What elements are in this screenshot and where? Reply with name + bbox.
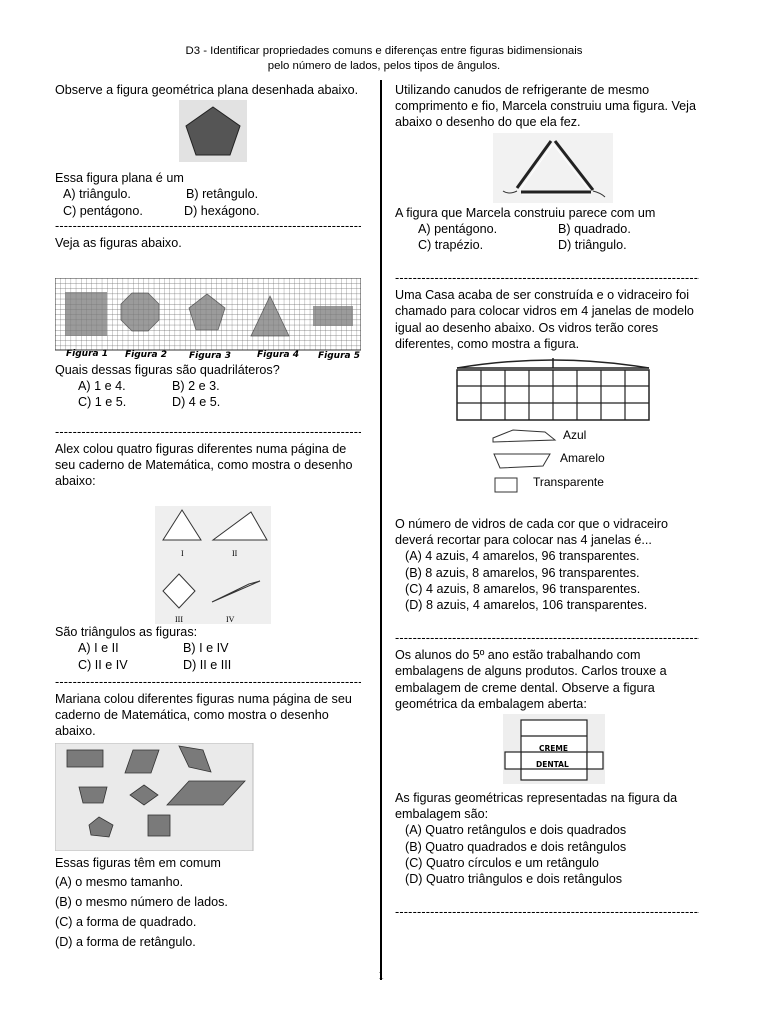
q4-intro-line-2: caderno de Matemática, como mostra o desenho xyxy=(55,708,329,723)
page-number: 1 xyxy=(378,968,384,982)
q5-intro-line-3: abaixo o desenho do que ela fez. xyxy=(395,115,581,130)
figure-4-label: Figura 4 xyxy=(257,350,299,361)
q5-options-row-2 xyxy=(395,237,713,253)
q5-intro-line-1: Utilizando canudos de refrigerante de mesmo xyxy=(395,83,650,97)
q6-intro-line-1: Uma Casa acaba de ser construída e o vidraceiro foi xyxy=(395,288,690,303)
separator xyxy=(395,271,699,285)
pentagon-figure xyxy=(55,100,361,164)
q6-intro-line-3: igual ao desenho abaixo. Os vidros terão cores xyxy=(395,320,659,335)
q7-intro-line-3: embalagem de creme dental. Observe a figura xyxy=(395,680,655,695)
q6-option-d[interactable]: (D) 8 azuis, 4 amarelos, 106 transparentes. xyxy=(405,598,648,613)
separator xyxy=(395,631,699,645)
q4-option-d[interactable]: (D) a forma de retângulo. xyxy=(55,934,196,949)
q5-intro-line-2: comprimento e fio, Marcela construiu uma figura. Veja xyxy=(395,99,696,114)
q4-option-b[interactable]: (B) o mesmo número de lados. xyxy=(55,894,228,909)
q1-option-a[interactable]: A) triângulo. xyxy=(63,187,131,202)
q7-option-b[interactable]: (B) Quatro quadrados e dois retângulos xyxy=(405,839,627,854)
q3-intro-line-3: abaixo: xyxy=(55,474,96,489)
q5-stem: A figura que Marcela construiu parece com um xyxy=(395,205,656,220)
q2-intro: Veja as figuras abaixo. xyxy=(55,235,182,250)
q7-stem-line-1: As figuras geométricas representadas na figura da xyxy=(395,791,678,806)
figure-2-label: Figura 2 xyxy=(125,350,167,361)
legend-amarelo: Amarelo xyxy=(560,451,605,466)
box-label-creme: CREME xyxy=(539,744,568,754)
q4-stem: Essas figuras têm em comum xyxy=(55,856,221,871)
q5-option-c[interactable]: C) trapézio. xyxy=(418,238,484,253)
q2-options-row-1 xyxy=(55,378,361,394)
q2-option-c[interactable]: C) 1 e 5. xyxy=(78,395,127,410)
q6-intro-line-4: diferentes, como mostra a figura. xyxy=(395,336,580,351)
roman-label-ii: II xyxy=(232,549,238,559)
q1-stem: Essa figura plana é um xyxy=(55,171,184,186)
straw-triangle-figure xyxy=(395,133,713,205)
figure-5-label: Figura 5 xyxy=(318,351,360,362)
separator xyxy=(55,425,361,439)
separator xyxy=(55,219,361,233)
q6-stem-line-1: O número de vidros de cada cor que o vidraceiro xyxy=(395,517,669,532)
q1-options-row-2 xyxy=(55,203,361,219)
q4-option-c[interactable]: (C) a forma de quadrado. xyxy=(55,914,197,929)
q3-option-a[interactable]: A) I e II xyxy=(78,641,119,656)
separator xyxy=(395,905,699,919)
roman-label-iv: IV xyxy=(226,615,235,625)
q1-option-c[interactable]: C) pentágono. xyxy=(63,203,143,218)
q7-intro-line-2: embalagens de alguns produtos. Carlos trouxe a xyxy=(395,664,667,679)
q1-option-d[interactable]: D) hexágono. xyxy=(184,203,260,218)
q2-options-row-2 xyxy=(55,394,361,410)
toothpaste-box-net-figure xyxy=(395,714,713,786)
q6-option-c[interactable]: (C) 4 azuis, 8 amarelos, 96 transparentes. xyxy=(405,581,641,596)
legend-azul: Azul xyxy=(563,428,587,443)
right-column xyxy=(395,82,713,919)
q6-stem-line-2: deverá recortar para colocar nas 4 janelas é... xyxy=(395,533,652,548)
q7-stem-line-2: embalagem são: xyxy=(395,807,489,822)
q1-option-b[interactable]: B) retângulo. xyxy=(186,187,259,202)
q7-option-a[interactable]: (A) Quatro retângulos e dois quadrados xyxy=(405,823,627,838)
q5-options-row-1 xyxy=(395,221,713,237)
grid-figures xyxy=(55,278,361,364)
q4-intro-line-3: abaixo. xyxy=(55,724,96,739)
header-line-1: D3 - Identificar propriedades comuns e diferenças entre figuras bidimensionais xyxy=(185,45,583,57)
q2-option-b[interactable]: B) 2 e 3. xyxy=(172,379,220,394)
figure-3-label: Figura 3 xyxy=(189,351,231,362)
q7-option-c[interactable]: (C) Quatro círculos e um retângulo xyxy=(405,855,599,870)
q4-option-a[interactable]: (A) o mesmo tamanho. xyxy=(55,874,184,889)
column-divider xyxy=(380,80,382,980)
q3-option-d[interactable]: D) II e III xyxy=(183,657,232,672)
q7-intro-line-1: Os alunos do 5º ano estão trabalhando com xyxy=(395,648,641,663)
roman-label-iii: III xyxy=(175,615,183,625)
q2-option-a[interactable]: A) 1 e 4. xyxy=(78,379,126,394)
triangles-figure xyxy=(55,506,361,624)
q2-stem: Quais dessas figuras são quadriláteros? xyxy=(55,363,280,378)
q7-option-d[interactable]: (D) Quatro triângulos e dois retângulos xyxy=(405,872,623,887)
q7-intro-line-4: geométrica da embalagem aberta: xyxy=(395,696,587,711)
q3-stem: São triângulos as figuras: xyxy=(55,625,198,640)
figure-1-label: Figura 1 xyxy=(66,349,108,360)
q3-option-c[interactable]: C) II e IV xyxy=(78,657,128,672)
header-line-2: pelo número de lados, pelos tipos de ângulos. xyxy=(267,60,501,72)
box-label-dental: DENTAL xyxy=(536,760,569,770)
q1-options-row-1 xyxy=(55,186,361,202)
page-header xyxy=(0,44,768,74)
separator xyxy=(55,675,361,689)
q3-intro-line-1: Alex colou quatro figuras diferentes numa página de xyxy=(55,441,347,456)
left-column xyxy=(55,82,361,952)
q3-options-row-2 xyxy=(55,657,361,673)
window-figure xyxy=(395,356,713,506)
q3-option-b[interactable]: B) I e IV xyxy=(183,641,229,656)
q1-intro: Observe a figura geométrica plana desenhada abaixo. xyxy=(55,83,359,97)
q6-option-b[interactable]: (B) 8 azuis, 8 amarelos, 96 transparentes. xyxy=(405,565,640,580)
q6-option-a[interactable]: (A) 4 azuis, 4 amarelos, 96 transparentes. xyxy=(405,549,640,564)
legend-transparente: Transparente xyxy=(533,475,604,490)
q6-intro-line-2: chamado para colocar vidros em 4 janelas de modelo xyxy=(395,304,694,319)
q5-option-b[interactable]: B) quadrado. xyxy=(558,221,631,236)
q2-option-d[interactable]: D) 4 e 5. xyxy=(172,395,221,410)
q3-intro-line-2: seu caderno de Matemática, como mostra o desenho xyxy=(55,457,353,472)
q5-option-d[interactable]: D) triângulo. xyxy=(558,238,627,253)
shapes-figure xyxy=(55,743,361,851)
q5-option-a[interactable]: A) pentágono. xyxy=(418,221,498,236)
q3-options-row-1 xyxy=(55,640,361,656)
roman-label-i: I xyxy=(181,549,184,559)
q4-intro-line-1: Mariana colou diferentes figuras numa página de seu xyxy=(55,691,352,706)
